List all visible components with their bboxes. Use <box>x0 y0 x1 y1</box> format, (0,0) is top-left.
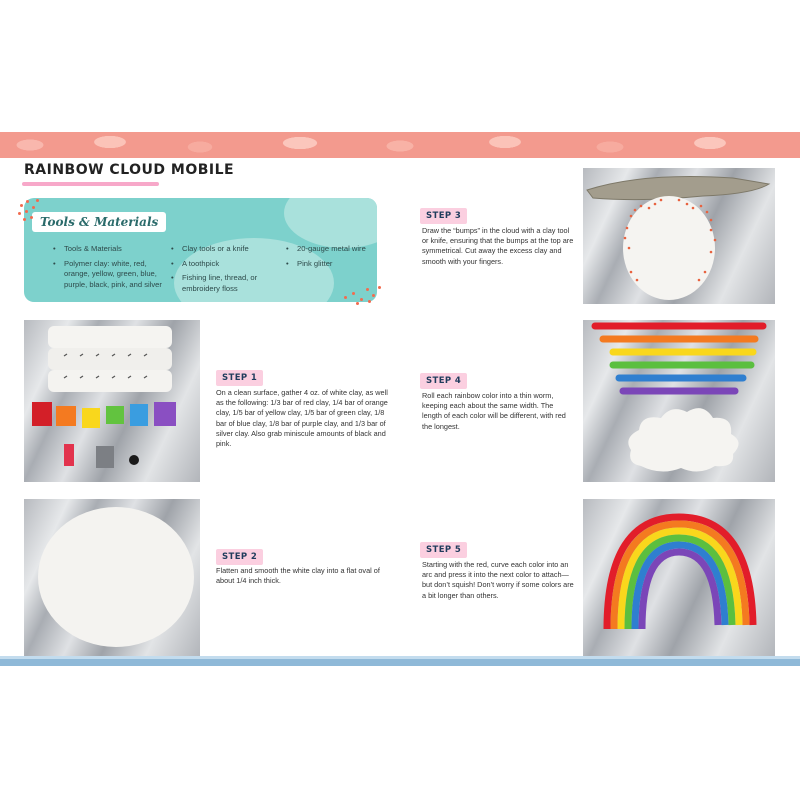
step4-badge: STEP 4 <box>420 373 467 389</box>
decor-blob <box>284 198 377 248</box>
step5-text: Starting with the red, curve each color into an arc and press it into the next color to attach—but don’t squish! Don’t worry if some colors are a bit longer than others. <box>422 560 574 600</box>
step3-badge: STEP 3 <box>420 208 467 224</box>
blue-bottom-band <box>0 659 800 666</box>
tools-list-item: • Tools & Materials <box>52 244 170 255</box>
tools-list-2 <box>170 244 280 298</box>
step2-badge: STEP 2 <box>216 549 263 565</box>
step2-text: Flatten and smooth the white clay into a flat oval of about 1/4 inch thick. <box>216 566 380 586</box>
step1-text: On a clean surface, gather 4 oz. of white clay, as well as the following: 1/3 bar of red clay, 1/4 bar of orange clay, 1/5 bar of yellow clay, 1/5 bar of green clay, 1/8 bar of blue clay, 1/8 bar of purple clay, and 1/3 bar of silver clay. Also grab miniscule amounts of black and pink. <box>216 388 388 449</box>
tools-list-item: • 20-gauge metal wire <box>285 244 375 255</box>
step3-photo <box>583 168 775 304</box>
step5-photo <box>583 499 775 657</box>
tools-list-3 <box>285 244 375 273</box>
rainbow-arc-illustration <box>583 499 775 657</box>
step2-photo <box>24 499 200 657</box>
tools-list-item: • Pink glitter <box>285 259 375 270</box>
book-spread <box>0 132 800 666</box>
watercolor-top-band <box>0 132 800 158</box>
title-underline <box>22 182 159 186</box>
step4-photo <box>583 320 775 482</box>
clay-blocks-illustration <box>24 320 200 482</box>
step1-badge: STEP 1 <box>216 370 263 386</box>
flat-oval-illustration <box>24 499 200 657</box>
tools-list-1 <box>52 244 170 294</box>
page-title: RAINBOW CLOUD MOBILE <box>24 162 235 178</box>
tools-heading: Tools & Materials <box>32 212 166 232</box>
tools-list-item: • Fishing line, thread, or embroidery floss <box>170 273 280 294</box>
clay-worms-illustration <box>583 320 775 482</box>
cloud-outline-illustration <box>583 168 775 304</box>
tools-list-item: • A toothpick <box>170 259 280 270</box>
step1-photo <box>24 320 200 482</box>
step5-badge: STEP 5 <box>420 542 467 558</box>
tools-list-item: • Polymer clay: white, red, orange, yellow, green, blue, purple, black, pink, and silver <box>52 259 170 291</box>
step3-text: Draw the “bumps” in the cloud with a clay tool or knife, ensuring that the bumps at the top are symmetrical. Cut away the excess clay and smooth with your fingers. <box>422 226 574 266</box>
step4-text: Roll each rainbow color into a thin worm, keeping each about the same width. The length of each color will be different, with red the longest. <box>422 391 566 431</box>
tools-list-item: • Clay tools or a knife <box>170 244 280 255</box>
